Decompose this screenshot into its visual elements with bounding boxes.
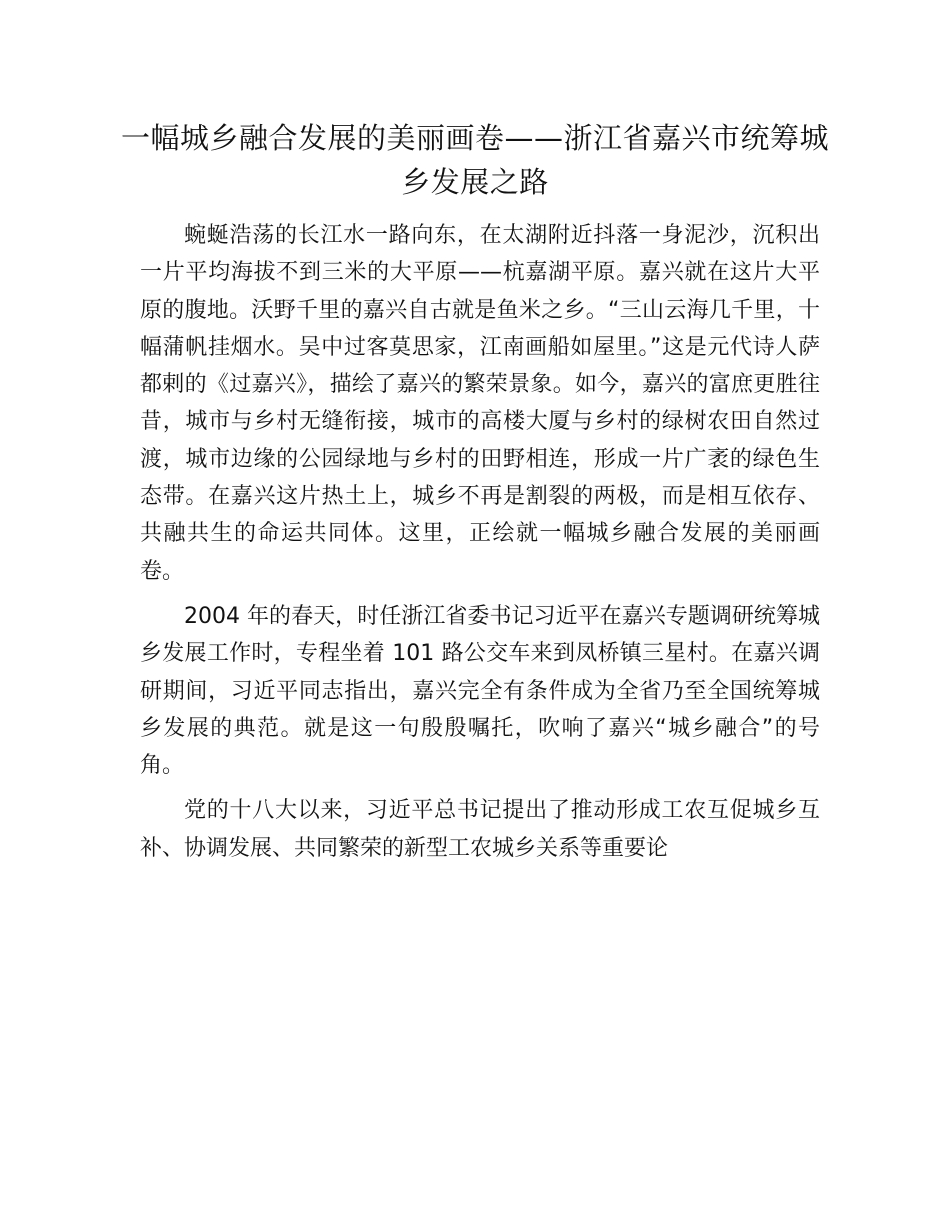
paragraph-3: 党的十八大以来，习近平总书记提出了推动形成工农互促城乡互补、协调发展、共同繁荣的新型工农城乡关系等重要论	[140, 798, 820, 861]
document-body	[140, 217, 820, 875]
paragraph-1: 蜿蜒浩荡的长江水一路向东，在太湖附近抖落一身泥沙，沉积出一片平均海拔不到三米的大平原——杭嘉湖平原。嘉兴就在这片大平原的腹地。沃野千里的嘉兴自古就是鱼米之乡。“三山云海几千里，十幅蒲帆挂烟水。吴中过客莫思家，江南画船如屋里。”这是元代诗人萨都剌的《过嘉兴》，描绘了嘉兴的繁荣景象。如今，嘉兴的富庶更胜往昔，城市与乡村无缝衔接，城市的高楼大厦与乡村的绿树农田自然过渡，城市边缘的公园绿地与乡村的田野相连，形成一片广袤的绿色生态带。在嘉兴这片热土上，城乡不再是割裂的两极，而是相互依存、共融共生的命运共同体。这里，正绘就一幅城乡融合发展的美丽画卷。	[140, 223, 820, 584]
document-title: 一幅城乡融合发展的美丽画卷——浙江省嘉兴市统筹城乡发展之路	[120, 121, 829, 199]
paragraph-2: 2004 年的春天，时任浙江省委书记习近平在嘉兴专题调研统筹城乡发展工作时，专程坐着 101 路公交车来到凤桥镇三星村。在嘉兴调研期间，习近平同志指出，嘉兴完全有条件成为全省乃至全国统筹城乡发展的典范。就是这一句殷殷嘱托，吹响了嘉兴“城乡融合”的号角。	[140, 603, 820, 779]
